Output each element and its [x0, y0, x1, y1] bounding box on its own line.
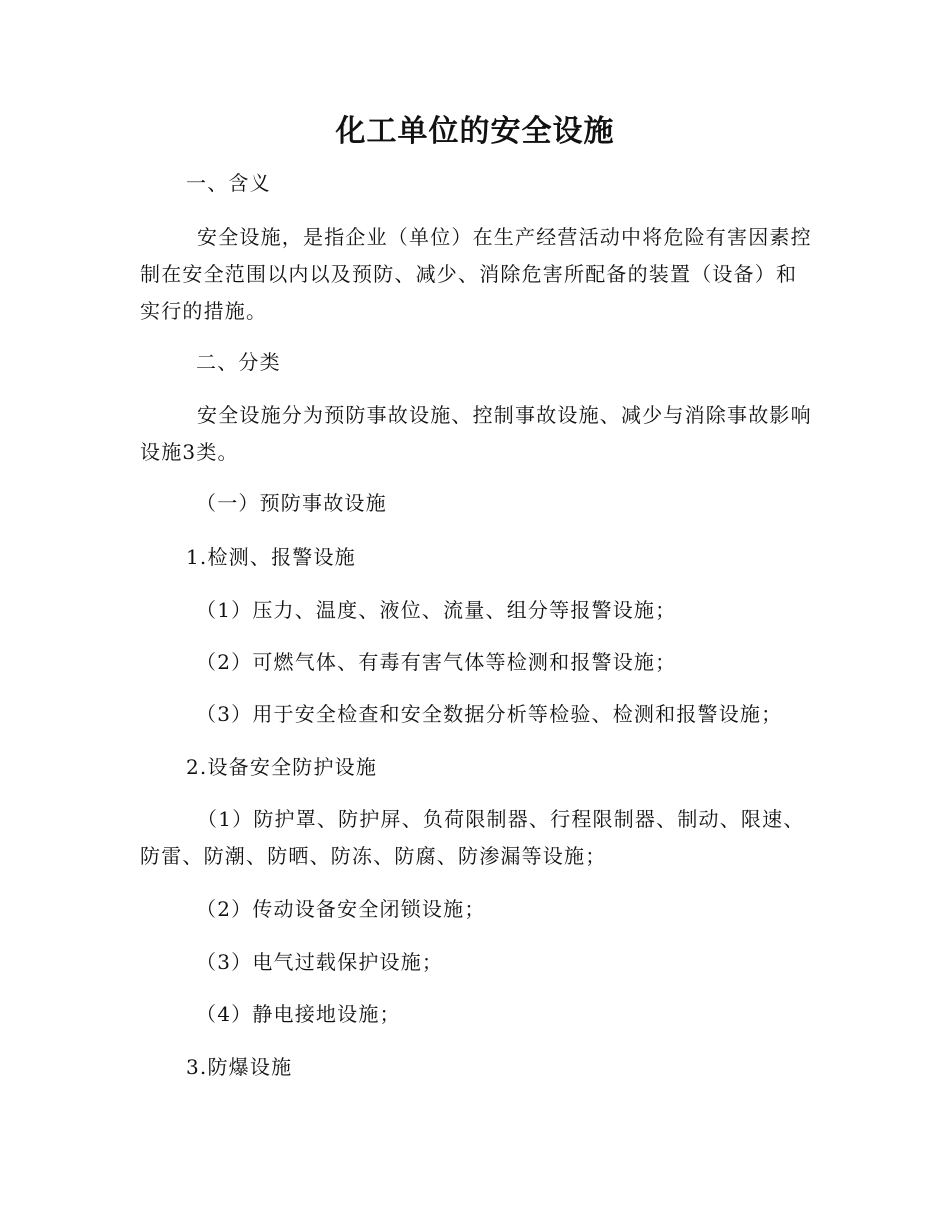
subsection-heading-prevention: （一）预防事故设施 — [196, 491, 387, 515]
item-heading-explosion-proof: 3.防爆设施 — [186, 1055, 293, 1079]
document-title: 化工单位的安全设施 — [335, 114, 615, 149]
item-heading-equipment-protection: 2.设备安全防护设施 — [186, 755, 378, 779]
section-heading-classification: 二、分类 — [196, 350, 281, 374]
section-heading-definition: 一、含义 — [186, 171, 271, 195]
classification-paragraph: 安全设施分为预防事故设施、控制事故设施、减少与消除事故影响设施3类。 — [140, 403, 812, 464]
list-item: （2）传动设备安全闭锁设施； — [196, 897, 486, 921]
definition-paragraph: 安全设施，是指企业（单位）在生产经营活动中将危险有害因素控制在安全范围以内以及预防、减少、消除危害所配备的装置（设备）和实行的措施。 — [140, 225, 812, 323]
list-item: （3）用于安全检查和安全数据分析等检验、检测和报警设施； — [196, 702, 783, 726]
list-item: （2）可燃气体、有毒有害气体等检测和报警设施； — [196, 650, 677, 674]
list-item: （3）电气过载保护设施； — [196, 950, 444, 974]
list-item: （4）静电接地设施； — [196, 1002, 401, 1026]
list-item: （1）防护罩、防护屏、负荷限制器、行程限制器、制动、限速、防雷、防潮、防晒、防冻、防腐、防渗漏等设施； — [140, 807, 805, 868]
item-heading-detection-alarm: 1.检测、报警设施 — [186, 545, 356, 569]
list-item: （1）压力、温度、液位、流量、组分等报警设施； — [196, 598, 677, 622]
